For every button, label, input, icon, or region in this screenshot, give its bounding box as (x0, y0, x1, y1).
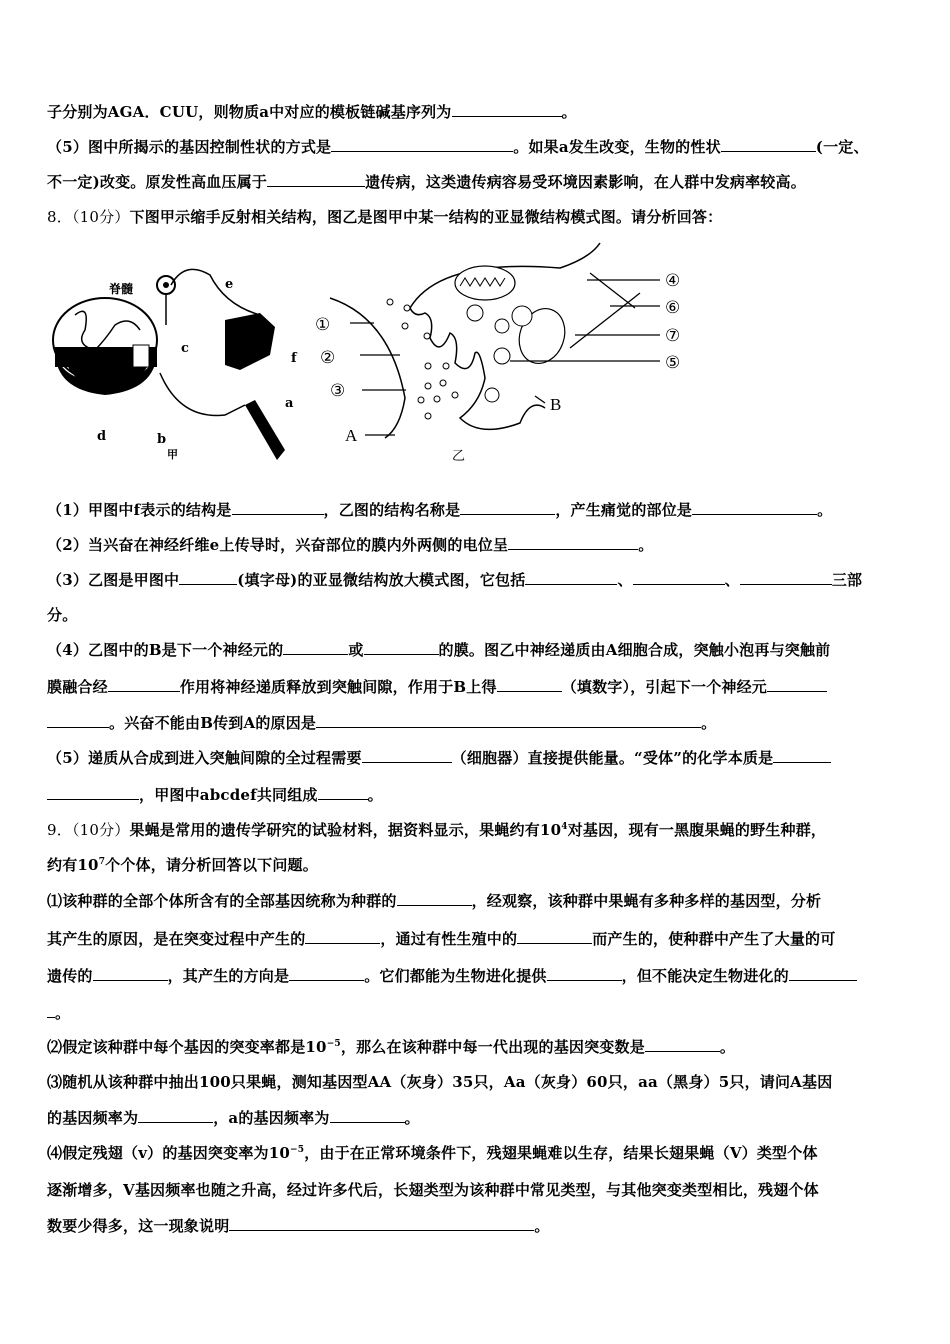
q8-text: （细胞器）直接提供能量。“受体”的化学本质是 (451, 749, 774, 767)
exponent: −5 (290, 1145, 305, 1155)
q9-text: 其产生的原因，是在突变过程中产生的 (47, 930, 306, 948)
q8-text: 。 (367, 786, 383, 804)
q7-text: (一定、 (815, 138, 869, 156)
q8-text: （5）递质从合成到进入突触间隙的全过程需要 (47, 749, 362, 767)
question-stem: 约有10 (47, 856, 99, 874)
q8-text: ，产生痛觉的部位是 (555, 501, 693, 519)
q9-part4 (47, 1143, 818, 1163)
figure-caption: 甲 (167, 448, 178, 461)
q8-part5-cont (47, 785, 383, 805)
q7-text: 。 (561, 103, 577, 121)
q8-text: （2）当兴奋在神经纤维e上传导时，兴奋部位的膜内外两侧的电位呈 (47, 536, 509, 554)
q9-stem (47, 820, 826, 840)
q9-text: 逐渐增多，V基因频率也随之升高，经过许多代后，长翅类型为该种群中常见类型，与其他突变类型相比，残翅个体 (47, 1181, 819, 1199)
q8-text: （4）乙图中的B是下一个神经元的 (47, 641, 284, 659)
q7-text: 子分别为AGA．CUU，则物质a中对应的模板链碱基序列为 (47, 103, 452, 121)
question-stem: 果蝇是常用的遗传学研究的试验材料，据资料显示，果蝇约有10 (129, 821, 562, 839)
q7-text: 遗传病，这类遗传病容易受环境因素影响，在人群中发病率较高。 (365, 173, 806, 191)
q9-text: 。 (55, 1004, 71, 1022)
answer-blank[interactable] (283, 640, 348, 655)
q8-part3 (47, 570, 862, 590)
q7-text: 。如果a发生改变，生物的性状 (513, 138, 721, 156)
answer-blank[interactable] (460, 500, 555, 515)
answer-blank[interactable] (721, 137, 816, 152)
svg-text:b: b (157, 432, 167, 447)
answer-blank[interactable] (497, 677, 562, 692)
q8-text: 分。 (47, 606, 78, 624)
answer-blank[interactable] (305, 929, 380, 944)
q8-text: 三部 (831, 571, 863, 589)
q9-part1-cont3 (47, 1003, 70, 1023)
q8-text: （1）甲图中f表示的结构是 (47, 501, 232, 519)
q9-text: ⑷假定残翅（v）的基因突变率为10 (47, 1144, 290, 1162)
answer-blank[interactable] (330, 1108, 405, 1123)
q8-part3-cont (47, 605, 77, 625)
q8-text: （3）乙图是甲图中 (47, 571, 180, 589)
svg-text:④: ④ (665, 271, 681, 291)
q9-text: 数要少得多，这一现象说明 (47, 1217, 230, 1235)
answer-blank[interactable] (318, 785, 368, 800)
answer-blank[interactable] (452, 102, 562, 117)
answer-blank[interactable] (633, 570, 725, 585)
svg-text:a: a (285, 396, 294, 411)
q9-text: 遗传的 (47, 967, 93, 985)
q8-text: 。 (817, 501, 833, 519)
q9-part3-cont (47, 1108, 420, 1128)
answer-blank[interactable] (316, 713, 701, 728)
q8-text: （填数字），引起下一个神经元 (561, 678, 768, 696)
q8-text: 、 (617, 571, 633, 589)
q9-text: ⑶随机从该种群中抽出100只果蝇，测知基因型AA（灰身）35只，Aa（灰身）60只，aa（黑身）5只，请问A基因 (47, 1073, 833, 1091)
q8-part4-cont (47, 677, 827, 697)
exponent: 7 (98, 857, 106, 867)
svg-text:②: ② (320, 348, 336, 368)
question-stem: 个个体，请分析回答以下问题。 (105, 856, 318, 874)
answer-blank[interactable] (364, 640, 439, 655)
q9-text: ，那么在该种群中每一代出现的基因突变数是 (340, 1038, 645, 1056)
answer-blank[interactable] (525, 570, 617, 585)
q9-text: 。 (534, 1217, 550, 1235)
answer-blank[interactable] (47, 713, 109, 728)
question-stem: 对基因，现有一黑腹果蝇的野生种群， (567, 821, 827, 839)
figure-caption: 乙 (452, 449, 466, 464)
answer-blank[interactable] (789, 966, 857, 981)
svg-text:c: c (181, 341, 189, 356)
q9-text: ，a的基因频率为 (213, 1109, 330, 1127)
answer-blank[interactable] (547, 966, 622, 981)
answer-blank[interactable] (692, 500, 817, 515)
q9-text: ，通过有性生殖中的 (380, 930, 518, 948)
svg-text:⑤: ⑤ (665, 353, 681, 373)
q8-text: ，乙图的结构名称是 (323, 501, 461, 519)
q7-text: 不一定)改变。原发性高血压属于 (47, 173, 268, 191)
q8-text: ，甲图中abcdef共同组成 (139, 786, 318, 804)
figure-jia-reflex-arc (45, 255, 310, 465)
q8-text: 。 (701, 714, 717, 732)
answer-blank[interactable] (645, 1037, 720, 1052)
answer-blank[interactable] (362, 748, 452, 763)
question-number: 9．（10分） (47, 821, 130, 839)
answer-blank[interactable] (397, 891, 472, 906)
q9-text: 。 (404, 1109, 420, 1127)
answer-blank[interactable] (179, 570, 237, 585)
svg-text:⑦: ⑦ (665, 326, 681, 346)
answer-blank[interactable] (138, 1108, 213, 1123)
q8-part1 (47, 500, 832, 520)
q8-text: 膜融合经 (47, 678, 108, 696)
q8-part2 (47, 535, 653, 555)
svg-text:A: A (345, 426, 358, 445)
q9-part4-cont (47, 1180, 819, 1200)
q8-text: 。兴奋不能由B传到A的原因是 (109, 714, 317, 732)
q8-text: 作用将神经递质释放到突触间隙，作用于B上得 (179, 678, 497, 696)
q9-text: ，其产生的方向是 (167, 967, 290, 985)
answer-blank[interactable] (767, 677, 827, 692)
svg-text:d: d (97, 429, 107, 444)
q9-text: ⑴该种群的全部个体所含有的全部基因统称为种群的 (47, 892, 397, 910)
q8-part4 (47, 640, 830, 660)
q8-text: (填字母)的亚显微结构放大模式图，它包括 (237, 571, 526, 589)
q7-line-1 (47, 102, 577, 122)
svg-text:⑥: ⑥ (665, 298, 681, 318)
answer-blank[interactable] (773, 748, 831, 763)
answer-blank[interactable] (93, 966, 168, 981)
svg-text:e: e (225, 277, 234, 292)
answer-blank[interactable] (47, 1003, 55, 1018)
answer-blank[interactable] (517, 929, 592, 944)
q9-part1-cont (47, 929, 835, 949)
q8-text: 或 (348, 641, 364, 659)
q9-text: 的基因频率为 (47, 1109, 139, 1127)
label-spinal-cord: 脊髓 (109, 282, 134, 296)
q9-text: ，由于在正常环境条件下，残翅果蝇难以生存，结果长翅果蝇（V）类型个体 (304, 1144, 818, 1162)
answer-blank[interactable] (229, 1216, 534, 1231)
q9-text: 。 (719, 1038, 736, 1056)
q9-part4-cont2 (47, 1216, 550, 1236)
svg-text:B: B (550, 395, 562, 414)
exponent: −5 (326, 1039, 341, 1049)
svg-text:①: ① (315, 315, 331, 335)
q9-part3 (47, 1072, 832, 1092)
answer-blank[interactable] (108, 677, 180, 692)
q9-text: 而产生的，使种群中产生了大量的可 (592, 930, 836, 948)
q7-part5 (47, 137, 869, 157)
answer-blank[interactable] (740, 570, 832, 585)
question-stem: 下图甲示缩手反射相关结构，图乙是图甲中某一结构的亚显微结构模式图。请分析回答： (129, 208, 723, 226)
q9-stem-cont (47, 855, 318, 875)
q9-part2 (47, 1037, 735, 1057)
q8-text: 。 (638, 536, 654, 554)
answer-blank[interactable] (232, 500, 324, 515)
q9-part1 (47, 891, 821, 911)
q8-text: 、 (724, 571, 740, 589)
q7-part5-cont (47, 172, 806, 192)
svg-text:③: ③ (330, 381, 346, 401)
answer-blank[interactable] (289, 966, 364, 981)
q8-stem (47, 207, 722, 227)
answer-blank[interactable] (508, 535, 638, 550)
answer-blank[interactable] (47, 785, 139, 800)
question-number: 8．（10分） (47, 208, 130, 226)
exponent: 4 (561, 822, 568, 832)
q9-part1-cont2 (47, 966, 857, 986)
q9-text: 。它们都能为生物进化提供 (364, 967, 547, 985)
svg-text:f: f (291, 351, 297, 366)
q9-text: ⑵假定该种群中每个基因的突变率都是10 (47, 1038, 327, 1056)
q9-text: ，经观察，该种群中果蝇有多种多样的基因型，分析 (471, 892, 822, 910)
q9-text: ，但不能决定生物进化的 (621, 967, 789, 985)
q8-part4-cont2 (47, 713, 716, 733)
q8-part5 (47, 748, 831, 768)
q7-text: （5）图中所揭示的基因控制性状的方式是 (47, 138, 332, 156)
q8-text: 的膜。图乙中神经递质由A细胞合成，突触小泡再与突触前 (438, 641, 831, 659)
figure-yi-synapse (310, 238, 705, 468)
answer-blank[interactable] (331, 137, 513, 152)
answer-blank[interactable] (267, 172, 365, 187)
